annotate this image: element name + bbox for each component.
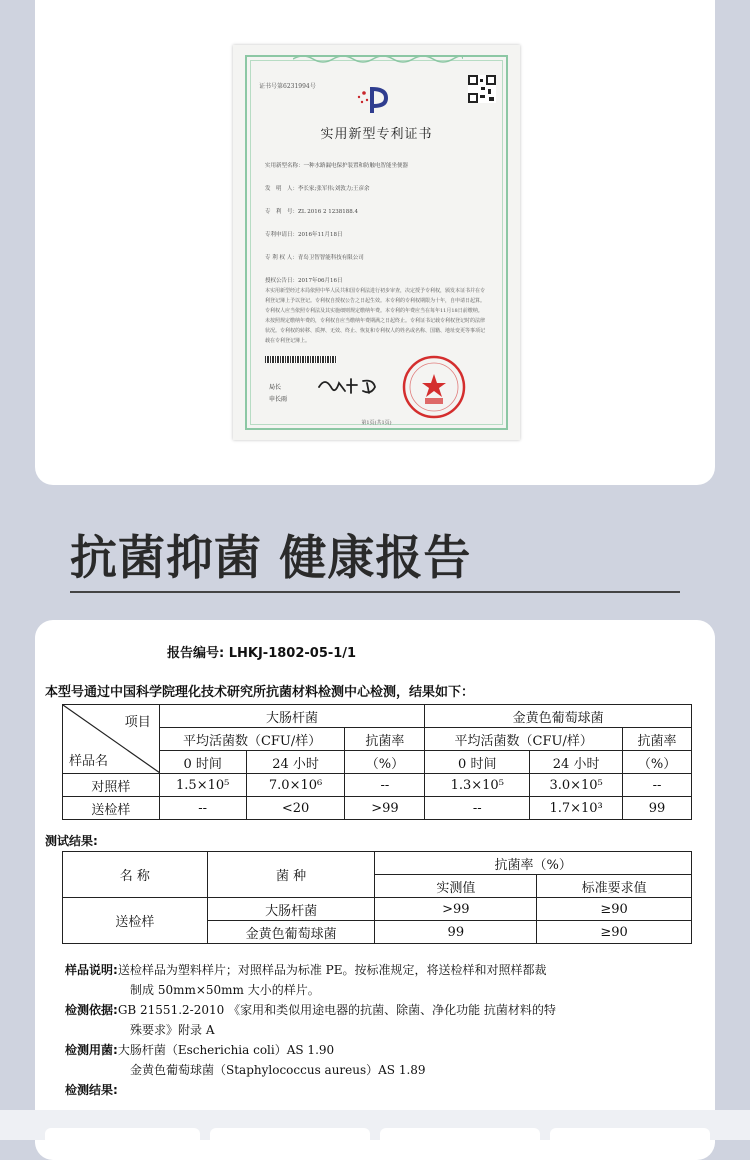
note-strain-label: 检测用菌: <box>65 1043 118 1057</box>
certificate-title: 实用新型专利证书 <box>320 127 433 142</box>
row-name: 送检样 <box>63 797 160 820</box>
table-row <box>63 774 692 797</box>
cell-species: 大肠杆菌 <box>207 898 375 921</box>
heading-divider <box>70 591 680 593</box>
header-time24-ecoli: 24 小时 <box>246 751 345 774</box>
certificate-top-ornament <box>293 53 463 63</box>
header-time0-saureus: 0 时间 <box>425 751 530 774</box>
note-basis-2: 殊要求》附录 A <box>130 1023 215 1037</box>
test-data-table <box>62 704 692 820</box>
director-label: 局长 <box>269 384 282 391</box>
cell-e24: 7.0×10⁶ <box>246 774 345 797</box>
header-species: 菌 种 <box>207 852 375 898</box>
sample-name: 送检样 <box>63 898 208 944</box>
cell-standard: ≥90 <box>537 921 692 944</box>
header-item-sample-cell <box>63 705 160 774</box>
header-unit-saureus: （%） <box>623 751 692 774</box>
header-time24-saureus: 24 小时 <box>530 751 623 774</box>
official-seal-icon <box>401 354 467 420</box>
header-time0-ecoli: 0 时间 <box>159 751 246 774</box>
report-number: 报告编号: LHKJ-1802-05-1/1 <box>167 646 357 661</box>
row-name: 对照样 <box>63 774 160 797</box>
header-measured: 实测值 <box>375 875 537 898</box>
note-sample-desc <box>65 961 546 978</box>
note-sample-desc-label: 样品说明: <box>65 963 118 977</box>
note-strain <box>65 1041 334 1058</box>
bottom-tile <box>380 1128 540 1148</box>
cell-s24: 3.0×10⁵ <box>530 774 623 797</box>
certificate-paragraph: 本实用新型经过本局依照中华人民共和国专利法进行初步审查，决定授予专利权，颁发本证书并在专利登记簿上予以登记。专利权自授权公告之日起生效。本专利的专利权期限为十年，自申请日起算。专利权人应当依照专利法及其实施细则规定缴纳年费。本专利的年费应当在每年11月18日前缴纳。未按照规定缴纳年费的，专利权自应当缴纳年费期满之日起终止。专利证书记载专利权登记时的法律状况。专利权的转移、质押、无效、终止、恢复和专利权人的姓名或名称、国籍、地址变更等事项记载在专利登记簿上。 <box>265 288 486 344</box>
header-name: 名 称 <box>63 852 208 898</box>
header-avg-saureus: 平均活菌数（CFU/样） <box>425 728 623 751</box>
cell-s0: -- <box>425 797 530 820</box>
table-row <box>63 797 692 820</box>
bottom-tile <box>550 1128 710 1148</box>
cert-row-holder: 专 利 权 人：青岛卫智智能科技有限公司 <box>265 255 364 261</box>
header-item: 项目 <box>124 715 151 730</box>
note-basis-text: GB 21551.2-2010 《家用和类似用途电器的抗菌、除菌、净化功能 抗菌材料的特 <box>117 1003 556 1017</box>
cell-s24: 1.7×10³ <box>530 797 623 820</box>
cell-srate: -- <box>623 774 692 797</box>
header-rate-ecoli: 抗菌率 <box>345 728 425 751</box>
cell-srate: 99 <box>623 797 692 820</box>
header-rate: 抗菌率（%） <box>375 852 692 875</box>
certificate-number: 证书号第6231994号 <box>259 83 316 90</box>
report-intro: 本型号通过中国科学院理化技术研究所抗菌材料检测中心检测，结果如下： <box>45 685 475 700</box>
cell-measured: >99 <box>375 898 537 921</box>
note-strain-text: 大肠杆菌（Escherichia coli）AS 1.90 <box>117 1043 335 1057</box>
header-avg-ecoli: 平均活菌数（CFU/样） <box>159 728 345 751</box>
director-name-label: 申长雨 <box>269 396 288 403</box>
cell-standard: ≥90 <box>537 898 692 921</box>
header-standard: 标准要求值 <box>537 875 692 898</box>
section-heading: 抗菌抑菌 健康报告 <box>70 531 472 586</box>
results-label: 测试结果: <box>45 834 98 848</box>
header-rate-saureus: 抗菌率 <box>623 728 692 751</box>
director-signature <box>315 373 385 397</box>
note-strain-2: 金黄色葡萄球菌（Staphylococcus aureus）AS 1.89 <box>130 1063 426 1077</box>
certificate-barcode <box>265 356 337 363</box>
note-conclusion-label: 检测结果: <box>65 1083 118 1097</box>
header-ecoli: 大肠杆菌 <box>159 705 425 728</box>
bottom-tile <box>45 1128 200 1148</box>
header-saureus: 金黄色葡萄球菌 <box>425 705 692 728</box>
cell-erate: -- <box>345 774 425 797</box>
note-sample-desc-text: 送检样品为塑料样片；对照样品为标准 PE。按标准规定，将送检样和对照样都裁 <box>117 963 547 977</box>
cell-measured: 99 <box>375 921 537 944</box>
header-unit-ecoli: （%） <box>345 751 425 774</box>
note-sample-desc-2: 制成 50mm×50mm 大小的样片。 <box>130 983 320 997</box>
patent-certificate <box>233 45 520 440</box>
bottom-tile <box>210 1128 370 1148</box>
results-table <box>62 851 692 944</box>
table-row <box>63 898 692 921</box>
cert-row-name: 实用新型名称：一种水路漏电保护装置和防触电智能坐便器 <box>265 163 409 169</box>
patent-emblem-icon <box>352 83 396 117</box>
qr-code-icon <box>468 75 496 103</box>
note-conclusion <box>65 1081 118 1098</box>
certificate-page-number: 第1页(共1页) <box>361 420 392 426</box>
cert-row-patent-no: 专 利 号：ZL 2016 2 1238188.4 <box>265 209 358 215</box>
cell-e0: 1.5×10⁵ <box>159 774 246 797</box>
cell-s0: 1.3×10⁵ <box>425 774 530 797</box>
cert-row-inventors: 发 明 人：李长家;张军伟;刘敦力;王彦余 <box>265 186 370 192</box>
cert-row-app-date: 专利申请日：2016年11月18日 <box>265 232 343 238</box>
header-sample: 样品名 <box>69 754 109 769</box>
cell-e0: -- <box>159 797 246 820</box>
note-basis-label: 检测依据: <box>65 1003 118 1017</box>
cell-erate: >99 <box>345 797 425 820</box>
cell-species: 金黄色葡萄球菌 <box>207 921 375 944</box>
note-basis <box>65 1001 556 1018</box>
cert-row-grant-date: 授权公告日：2017年06月16日 <box>265 278 343 284</box>
cell-e24: <20 <box>246 797 345 820</box>
